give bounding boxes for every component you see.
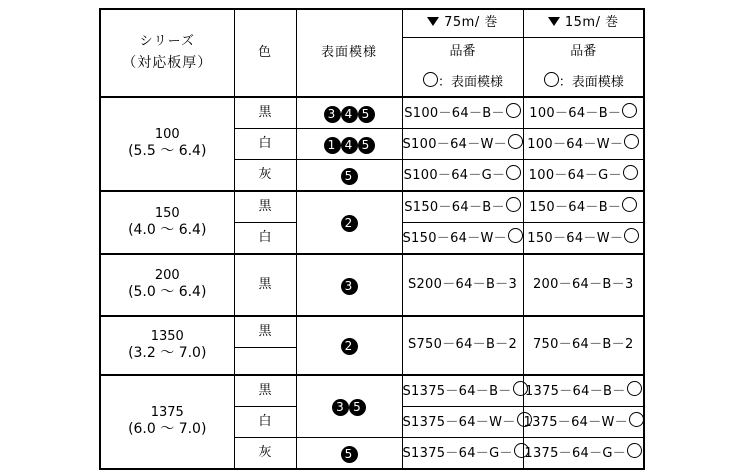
circle-icon (423, 72, 438, 87)
color-cell: 黒 (234, 254, 296, 316)
pattern-dot: 5 (358, 137, 375, 154)
pattern-dot: 3 (324, 106, 341, 123)
code-cell-15 (523, 191, 644, 223)
circle-icon (629, 412, 644, 427)
pattern-cell (296, 438, 402, 470)
code-cell-75: S200－64－B－3 (402, 254, 523, 316)
code-cell-75 (402, 97, 523, 129)
color-cell: 黒 (234, 375, 296, 407)
code-text: S1375－64－B－ (402, 384, 512, 400)
code-cell-75 (402, 129, 523, 160)
color-cell: 白 (234, 223, 296, 255)
code-cell-75 (402, 375, 523, 407)
code-text: 150－64－B－ (529, 200, 622, 216)
pattern-cell (296, 316, 402, 375)
table-header-row-1 (100, 9, 644, 37)
pattern-dot: 5 (358, 106, 375, 123)
code-cell-75 (402, 160, 523, 192)
color-cell: 白 (234, 129, 296, 160)
code-text: S1375－64－G－ (402, 446, 513, 462)
header-15-hinban: 品番 (523, 37, 644, 67)
code-cell-15 (523, 223, 644, 255)
pattern-dot: 2 (341, 215, 358, 232)
header-series-line2: （対応板厚） (122, 54, 213, 71)
code-cell-15: 200－64－B－3 (523, 254, 644, 316)
code-text: 100－64－W－ (527, 137, 624, 153)
header-15-note (523, 67, 644, 97)
series-name: 1350 (150, 328, 184, 344)
series-range: (3.2 ～ 7.0) (128, 344, 207, 361)
pattern-dot: 3 (341, 278, 358, 295)
code-text: 100－64－B－ (529, 106, 622, 122)
code-cell-75 (402, 438, 523, 470)
circle-icon (627, 381, 642, 396)
circle-icon (544, 72, 559, 87)
table-row (100, 375, 644, 407)
header-group-15-label: 15m/ 巻 (564, 15, 619, 31)
code-text: 100－64－G－ (528, 168, 622, 184)
color-cell (234, 348, 296, 376)
pattern-cell (296, 97, 402, 129)
code-cell-15 (523, 129, 644, 160)
code-cell-75 (402, 223, 523, 255)
code-text: 1375－64－G－ (524, 446, 627, 462)
triangle-icon (427, 17, 439, 26)
series-name: 200 (154, 268, 180, 284)
code-text: S150－64－B－ (404, 200, 505, 216)
code-text: S100－64－W－ (402, 137, 507, 153)
series-cell-1375 (100, 375, 234, 469)
color-cell: 白 (234, 407, 296, 438)
series-cell-1350 (100, 316, 234, 375)
circle-icon (624, 228, 639, 243)
series-range: (6.0 ～ 7.0) (128, 421, 207, 438)
table-row (100, 191, 644, 223)
color-cell: 灰 (234, 438, 296, 470)
pattern-dot: 4 (341, 137, 358, 154)
code-cell-75 (402, 191, 523, 223)
code-cell-15 (523, 438, 644, 470)
pattern-dot: 5 (341, 168, 358, 185)
circle-icon (627, 443, 642, 458)
series-range: (4.0 ～ 6.4) (128, 221, 207, 238)
series-range: (5.5 ～ 6.4) (128, 143, 207, 160)
header-pattern: 表面模様 (296, 9, 402, 97)
code-cell-15: 750－64－B－2 (523, 316, 644, 375)
series-cell-150 (100, 191, 234, 254)
series-range: (5.0 ～ 6.4) (128, 284, 207, 301)
product-spec-table (99, 8, 645, 470)
pattern-dot: 5 (341, 446, 358, 463)
series-cell-100 (100, 97, 234, 191)
circle-icon (623, 165, 638, 180)
circle-icon (506, 197, 521, 212)
code-text: 1375－64－W－ (523, 415, 628, 431)
header-group-75 (402, 9, 523, 37)
code-text: S1375－64－W－ (402, 415, 516, 431)
color-cell: 黒 (234, 191, 296, 223)
code-text: S100－64－G－ (403, 168, 506, 184)
series-name: 100 (154, 127, 180, 143)
circle-icon (622, 103, 637, 118)
series-name: 1375 (150, 405, 184, 421)
code-cell-75: S750－64－B－2 (402, 316, 523, 375)
header-series-line1: シリーズ (139, 33, 195, 49)
triangle-icon (548, 17, 560, 26)
series-name: 150 (154, 205, 180, 221)
circle-icon (624, 134, 639, 149)
code-text: S100－64－B－ (404, 106, 505, 122)
code-text: 1375－64－B－ (524, 384, 626, 400)
color-cell: 黒 (234, 316, 296, 348)
pattern-dot: 2 (341, 338, 358, 355)
header-75-hinban: 品番 (402, 37, 523, 67)
series-cell-200 (100, 254, 234, 316)
circle-icon (622, 197, 637, 212)
pattern-cell (296, 129, 402, 160)
code-text: 150－64－W－ (527, 231, 624, 247)
code-cell-75 (402, 407, 523, 438)
circle-icon (508, 228, 523, 243)
pattern-dot: 5 (349, 399, 366, 416)
circle-icon (506, 165, 521, 180)
header-15-note-label: ：表面模様 (558, 74, 624, 90)
header-group-15 (523, 9, 644, 37)
table-row (100, 254, 644, 316)
code-cell-15 (523, 407, 644, 438)
pattern-dot: 3 (332, 399, 349, 416)
circle-icon (508, 134, 523, 149)
header-series (100, 9, 234, 97)
pattern-cell (296, 191, 402, 254)
header-75-note-label: ：表面模様 (437, 74, 503, 90)
color-cell: 黒 (234, 97, 296, 129)
code-cell-15 (523, 160, 644, 192)
pattern-cell (296, 160, 402, 192)
code-cell-15 (523, 375, 644, 407)
pattern-dot: 1 (324, 137, 341, 154)
pattern-dot: 4 (341, 106, 358, 123)
header-group-75-label: 75m/ 巻 (444, 15, 498, 31)
color-cell: 灰 (234, 160, 296, 192)
table-row (100, 97, 644, 129)
table-row (100, 316, 644, 348)
code-cell-15 (523, 97, 644, 129)
header-75-note (402, 67, 523, 97)
header-color: 色 (234, 9, 296, 97)
pattern-cell (296, 375, 402, 438)
pattern-cell (296, 254, 402, 316)
code-text: S150－64－W－ (402, 231, 507, 247)
circle-icon (506, 103, 521, 118)
